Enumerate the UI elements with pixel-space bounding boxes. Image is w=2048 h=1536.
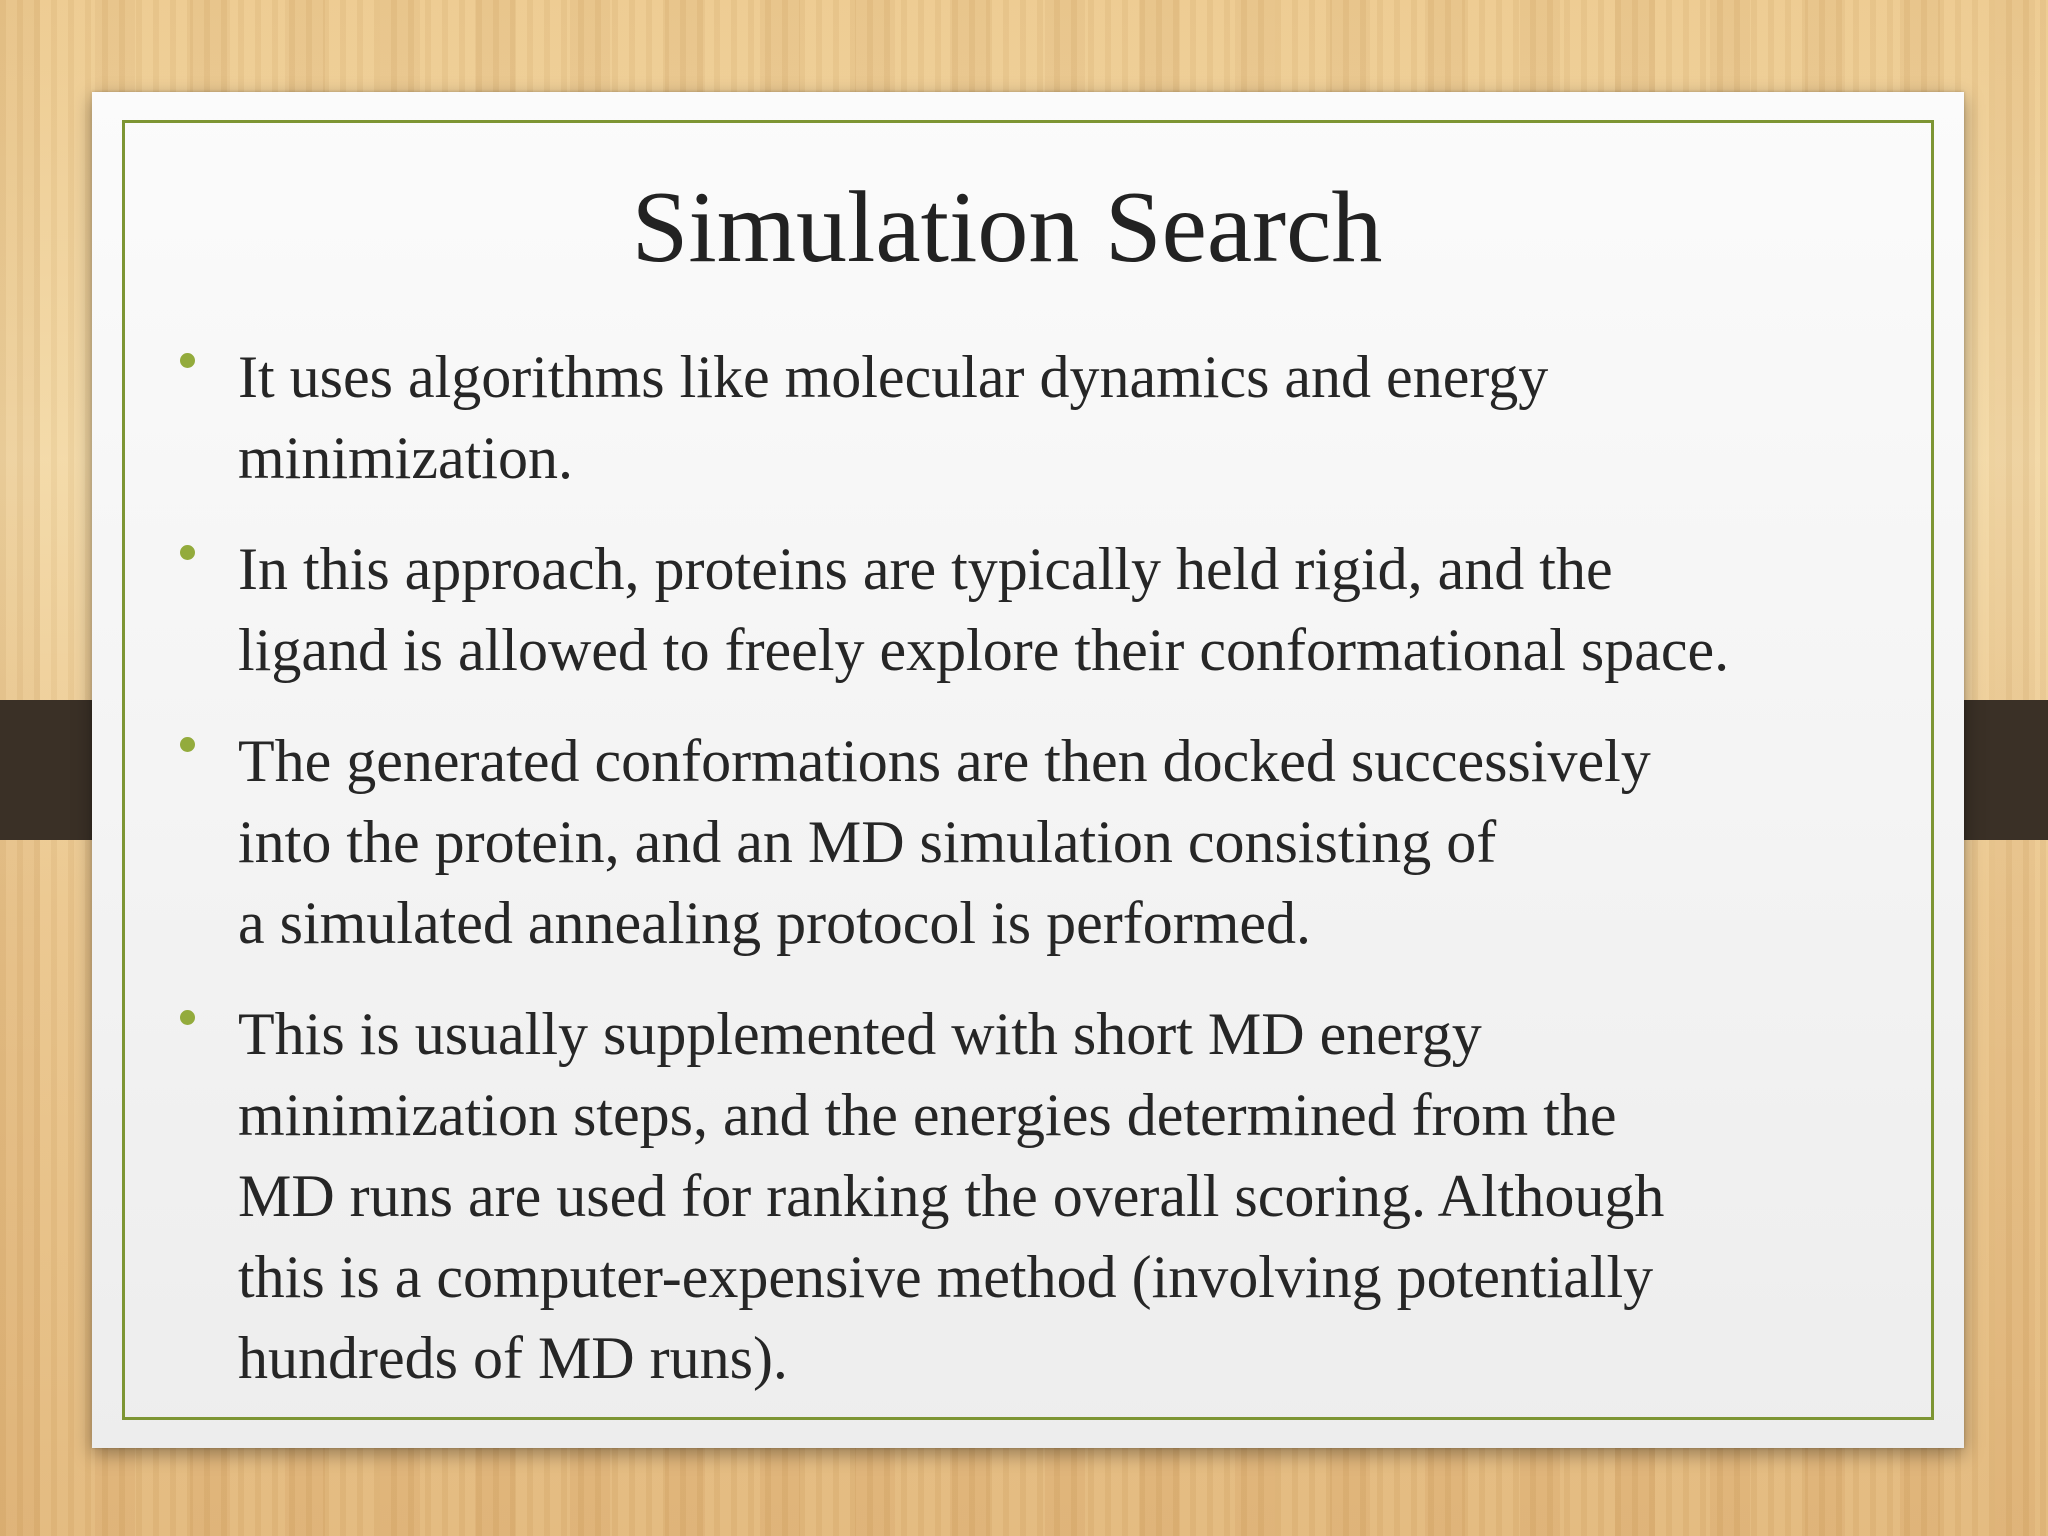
bullet-line: into the protein, and an MD simulation consisting of — [238, 809, 1497, 875]
bullet-line: ligand is allowed to freely explore their conformational space. — [238, 617, 1730, 683]
bullet-line: The generated conformations are then docked successively — [238, 728, 1651, 794]
bullet-line: MD runs are used for ranking the overall scoring. Although — [238, 1163, 1665, 1229]
bullet-dot-icon — [180, 1010, 195, 1025]
bullet-dot-icon — [180, 737, 195, 752]
bullet-item — [174, 994, 1934, 1399]
bullet-dot-icon — [180, 545, 195, 560]
bullet-item — [174, 529, 1934, 691]
bullet-list — [174, 337, 1934, 1429]
slide-card — [92, 92, 1964, 1448]
bullet-line: hundreds of MD runs). — [238, 1325, 788, 1391]
bullet-line: minimization steps, and the energies determined from the — [238, 1082, 1617, 1148]
bullet-item — [174, 337, 1934, 499]
bullet-line: a simulated annealing protocol is performed. — [238, 890, 1311, 956]
bullet-line: this is a computer-expensive method (involving potentially — [238, 1244, 1654, 1310]
bullet-line: It uses algorithms like molecular dynamics and energy — [238, 344, 1549, 410]
bullet-line: This is usually supplemented with short MD energy — [238, 1001, 1482, 1067]
bullet-line: In this approach, proteins are typically held rigid, and the — [238, 536, 1613, 602]
slide-title: Simulation Search — [631, 171, 1383, 284]
bullet-item — [174, 721, 1934, 964]
bullet-line: minimization. — [238, 425, 573, 491]
bullet-dot-icon — [180, 353, 195, 368]
